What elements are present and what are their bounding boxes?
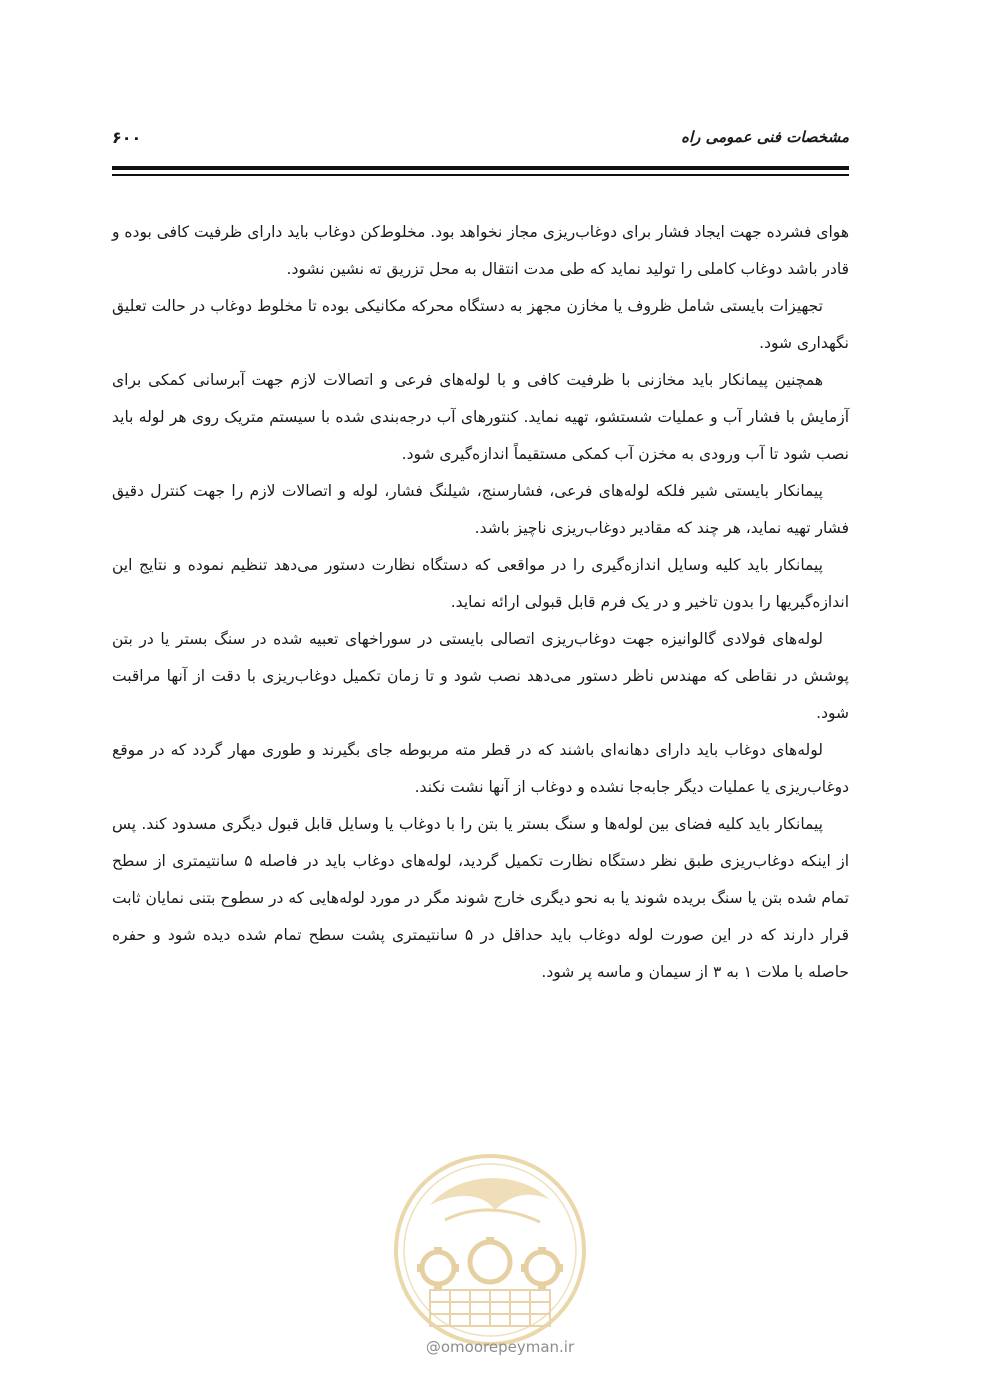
body-text — [112, 214, 849, 991]
watermark-site: @omoorepeyman.ir — [425, 1338, 575, 1356]
paragraph-7: لوله‌های دوغاب باید دارای دهانه‌ای باشند که در قطر مته مربوطه جای بگیرند و طوری مهار گردد که در موقع دوغاب‌ریزی یا عملیات دیگر جابه‌جا نشده و دوغاب از آنها نشت نکند. — [112, 741, 849, 796]
paragraph-8: پیمانکار باید کلیه فضای بین لوله‌ها و سنگ بستر یا بتن را با دوغاب یا وسایل قابل قبول دیگری مسدود کند. پس از اینکه دوغاب‌ریزی طبق نظر دستگاه نظارت تکمیل گردید، لوله‌های دوغاب باید در فاصله ۵ سانتیمتری از سطح تمام شده بتن یا سنگ بریده شوند یا به نحو دیگری خارج شوند مگر در مورد لوله‌هایی که در سطوح بتنی نمایان ثابت قرار دارند که در این صورت لوله دوغاب باید حداقل در ۵ سانتیمتری پشت سطح تمام شده دیده شود و حفره حاصله با ملات ۱ به ۳ از سیمان و ماسه پر شود. — [112, 815, 850, 981]
header-title: مشخصات فنی عمومی راه — [681, 128, 849, 146]
page-header — [112, 128, 849, 154]
header-rule-thin — [112, 174, 849, 176]
paragraph-5: پیمانکار باید کلیه وسایل اندازه‌گیری را در مواقعی که دستگاه نظارت دستور می‌دهد تنظیم نموده و نتایج این اندازه‌گیریها را بدون تاخیر و در یک فرم قابل قبولی ارائه نماید. — [112, 556, 849, 611]
paragraph-1: هوای فشرده جهت ایجاد فشار برای دوغاب‌ریزی مجاز نخواهد بود. مخلوط‌کن دوغاب باید دارای ظرفیت کافی بوده و قادر باشد دوغاب کاملی را تولید نماید که طی مدت انتقال به محل تزریق ته نشین نشود. — [112, 223, 849, 278]
header-rule-thick — [112, 166, 849, 170]
paragraph-6: لوله‌های فولادی گالوانیزه جهت دوغاب‌ریزی اتصالی بایستی در سوراخهای تعبیه شده در سنگ بستر یا در بتن پوشش در نقاطی که مهندس ناظر دستور می‌دهد نصب شود و تا زمان تکمیل دوغاب‌ریزی با دقت از آنها مراقبت شود. — [112, 630, 849, 722]
paragraph-3: همچنین پیمانکار باید مخازنی با ظرفیت کافی و با لوله‌های فرعی و اتصالات لازم جهت آبرسانی کمکی برای آزمایش با فشار آب و عملیات شستشو، تهیه نماید. کنتورهای آب درجه‌بندی شده با سیستم متریک روی هر لوله باید نصب شود تا آب ورودی به مخزن آب کمکی مستقیماً اندازه‌گیری شود. — [112, 371, 849, 463]
paragraph-4: پیمانکار بایستی شیر فلکه لوله‌های فرعی، فشارسنج، شیلنگ فشار، لوله و اتصالات لازم را جهت کنترل دقیق فشار تهیه نماید، هر چند که مقادیر دوغاب‌ریزی ناچیز باشد. — [112, 482, 849, 537]
paragraph-2: تجهیزات بایستی شامل ظروف یا مخازن مجهز به دستگاه محرکه مکانیکی بوده تا مخلوط دوغاب در حالت تعلیق نگهداری شود. — [112, 297, 849, 352]
page-number: ۶۰۰ — [112, 128, 142, 147]
watermark-logo-icon — [390, 1150, 590, 1350]
